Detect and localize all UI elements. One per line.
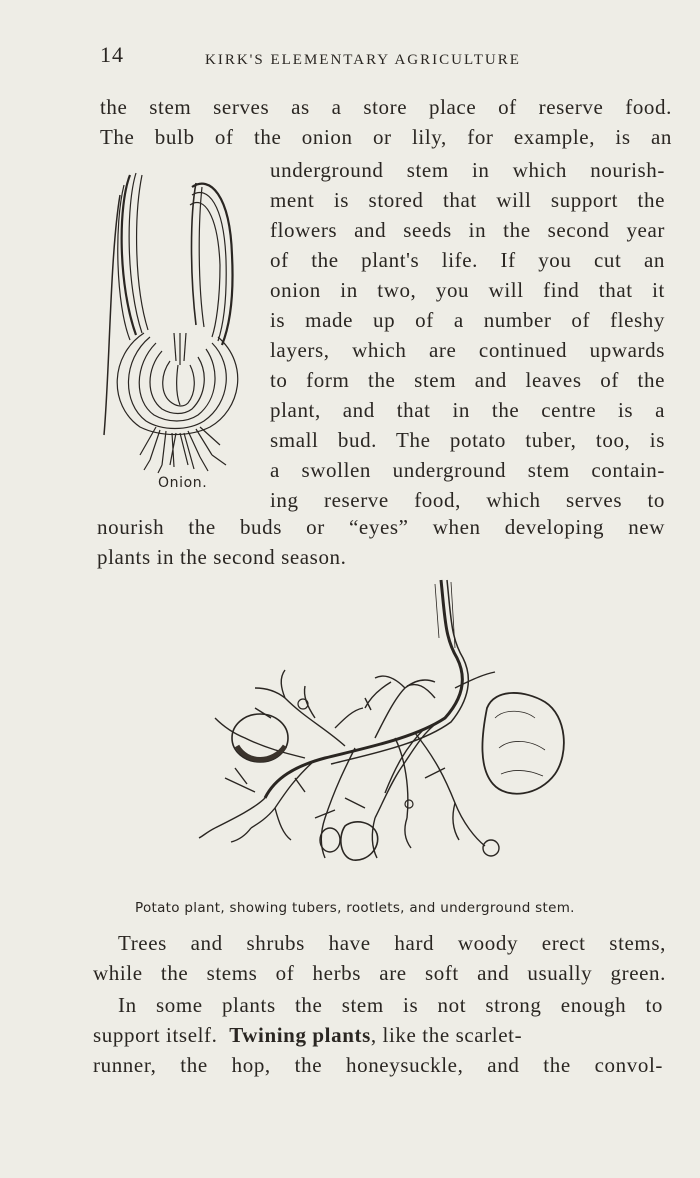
text-line-9: layers, which are continued upwards (270, 338, 665, 362)
text-line-7: onion in two, you will find that it (270, 278, 665, 302)
text-line-20-end: , like the scarlet- (370, 1023, 523, 1047)
text-line-18: while the stems of herbs are soft and usually green. (93, 961, 666, 985)
text-line-12: small bud. The potato tuber, too, is (270, 428, 665, 452)
text-line-20 (93, 1020, 665, 1050)
running-title: KIRK'S ELEMENTARY AGRICULTURE (205, 52, 521, 68)
text-line-15: nourish the buds or “eyes” when developing new (97, 515, 665, 539)
text-line-10: to form the stem and leaves of the (270, 368, 665, 392)
potato-plant-illustration (195, 578, 575, 888)
text-line-14: ing reserve food, which serves to (270, 488, 665, 512)
text-line-5: flowers and seeds in the second year (270, 218, 665, 242)
potato-caption: Potato plant, showing tubers, rootlets, and underground stem. (135, 900, 575, 916)
text-line-6: of the plant's life. If you cut an (270, 248, 665, 272)
onion-illustration (100, 165, 260, 475)
text-line-13: a swollen underground stem contain- (270, 458, 665, 482)
text-line-8: is made up of a number of fleshy (270, 308, 665, 332)
text-line-17: Trees and shrubs have hard woody erect stems, (118, 931, 666, 955)
twining-plants-term: Twining plants (229, 1023, 371, 1047)
text-line-11: plant, and that in the centre is a (270, 398, 665, 422)
page-number: 14 (100, 42, 124, 67)
text-line-3: underground stem in which nourish- (270, 158, 665, 182)
text-line-19: In some plants the stem is not strong enough to (118, 993, 663, 1017)
text-line-16: plants in the second season. (97, 545, 347, 569)
text-line-1: the stem serves as a store place of reserve food. (100, 95, 672, 119)
text-line-20-start: support itself. (93, 1023, 218, 1047)
page-header (100, 40, 660, 80)
text-line-21: runner, the hop, the honeysuckle, and the convol- (93, 1053, 663, 1077)
onion-caption: Onion. (158, 475, 208, 491)
text-line-2: The bulb of the onion or lily, for example, is an (100, 125, 672, 149)
text-line-4: ment is stored that will support the (270, 188, 665, 212)
